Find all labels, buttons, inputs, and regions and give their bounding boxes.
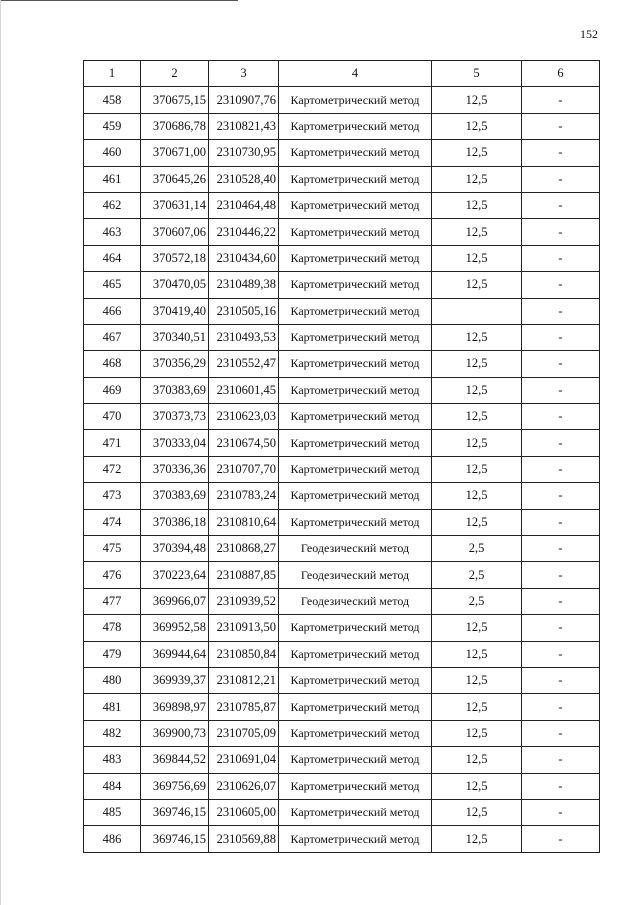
description-cell: -	[522, 430, 600, 456]
x-coordinate-cell: 370419,40	[141, 298, 209, 324]
description-cell: -	[522, 562, 600, 588]
table-row	[84, 351, 600, 377]
method-cell: Картометрический метод	[279, 456, 432, 482]
method-cell: Картометрический метод	[279, 166, 432, 192]
accuracy-cell: 12,5	[432, 166, 522, 192]
point-number-cell: 465	[84, 272, 141, 298]
description-cell: -	[522, 140, 600, 166]
description-cell: -	[522, 298, 600, 324]
table-row	[84, 404, 600, 430]
point-number-cell: 476	[84, 562, 141, 588]
y-coordinate-cell: 2310605,00	[209, 799, 279, 825]
table-row	[84, 562, 600, 588]
accuracy-cell: 2,5	[432, 588, 522, 614]
description-cell: -	[522, 351, 600, 377]
x-coordinate-cell: 370383,69	[141, 483, 209, 509]
point-number-cell: 461	[84, 166, 141, 192]
accuracy-cell: 12,5	[432, 667, 522, 693]
coordinates-table	[83, 60, 600, 853]
table-row	[84, 219, 600, 245]
method-cell: Картометрический метод	[279, 192, 432, 218]
x-coordinate-cell: 370686,78	[141, 113, 209, 139]
x-coordinate-cell: 369898,97	[141, 694, 209, 720]
accuracy-cell: 12,5	[432, 430, 522, 456]
y-coordinate-cell: 2310626,07	[209, 773, 279, 799]
header-cell-description: 6	[522, 61, 600, 87]
accuracy-cell: 12,5	[432, 140, 522, 166]
method-cell: Картометрический метод	[279, 324, 432, 350]
description-cell: -	[522, 509, 600, 535]
method-cell: Картометрический метод	[279, 483, 432, 509]
method-cell: Картометрический метод	[279, 245, 432, 271]
point-number-cell: 458	[84, 87, 141, 113]
x-coordinate-cell: 369952,58	[141, 615, 209, 641]
accuracy-cell: 12,5	[432, 799, 522, 825]
point-number-cell: 464	[84, 245, 141, 271]
description-cell: -	[522, 773, 600, 799]
table-row	[84, 456, 600, 482]
y-coordinate-cell: 2310505,16	[209, 298, 279, 324]
table-row	[84, 747, 600, 773]
description-cell: -	[522, 483, 600, 509]
y-coordinate-cell: 2310887,85	[209, 562, 279, 588]
accuracy-cell: 12,5	[432, 192, 522, 218]
accuracy-cell: 12,5	[432, 219, 522, 245]
y-coordinate-cell: 2310783,24	[209, 483, 279, 509]
table-row	[84, 113, 600, 139]
y-coordinate-cell: 2310850,84	[209, 641, 279, 667]
y-coordinate-cell: 2310569,88	[209, 826, 279, 852]
x-coordinate-cell: 370631,14	[141, 192, 209, 218]
accuracy-cell: 2,5	[432, 562, 522, 588]
x-coordinate-cell: 370607,06	[141, 219, 209, 245]
point-number-cell: 484	[84, 773, 141, 799]
accuracy-cell	[432, 298, 522, 324]
accuracy-cell: 12,5	[432, 377, 522, 403]
page-number: 152	[580, 27, 598, 41]
header-cell-method: 4	[279, 61, 432, 87]
x-coordinate-cell: 370383,69	[141, 377, 209, 403]
method-cell: Картометрический метод	[279, 509, 432, 535]
accuracy-cell: 12,5	[432, 694, 522, 720]
header-cell-x: 2	[141, 61, 209, 87]
point-number-cell: 477	[84, 588, 141, 614]
y-coordinate-cell: 2310913,50	[209, 615, 279, 641]
x-coordinate-cell: 370675,15	[141, 87, 209, 113]
table-row	[84, 87, 600, 113]
method-cell: Картометрический метод	[279, 747, 432, 773]
accuracy-cell: 12,5	[432, 483, 522, 509]
table-row	[84, 272, 600, 298]
table-row	[84, 509, 600, 535]
scan-left-edge	[0, 0, 1, 905]
y-coordinate-cell: 2310493,53	[209, 324, 279, 350]
table-row	[84, 166, 600, 192]
header-cell-y: 3	[209, 61, 279, 87]
method-cell: Картометрический метод	[279, 272, 432, 298]
x-coordinate-cell: 370394,48	[141, 536, 209, 562]
table-header-row	[84, 61, 600, 87]
description-cell: -	[522, 272, 600, 298]
table-row	[84, 483, 600, 509]
description-cell: -	[522, 245, 600, 271]
description-cell: -	[522, 641, 600, 667]
point-number-cell: 474	[84, 509, 141, 535]
point-number-cell: 472	[84, 456, 141, 482]
x-coordinate-cell: 369756,69	[141, 773, 209, 799]
description-cell: -	[522, 694, 600, 720]
point-number-cell: 475	[84, 536, 141, 562]
point-number-cell: 478	[84, 615, 141, 641]
x-coordinate-cell: 370340,51	[141, 324, 209, 350]
description-cell: -	[522, 799, 600, 825]
y-coordinate-cell: 2310810,64	[209, 509, 279, 535]
y-coordinate-cell: 2310707,70	[209, 456, 279, 482]
table-row	[84, 773, 600, 799]
x-coordinate-cell: 370572,18	[141, 245, 209, 271]
top-rule	[0, 0, 238, 1]
y-coordinate-cell: 2310939,52	[209, 588, 279, 614]
header-cell-point-number: 1	[84, 61, 141, 87]
x-coordinate-cell: 369966,07	[141, 588, 209, 614]
table-row	[84, 588, 600, 614]
accuracy-cell: 12,5	[432, 113, 522, 139]
y-coordinate-cell: 2310674,50	[209, 430, 279, 456]
x-coordinate-cell: 370223,64	[141, 562, 209, 588]
table-row	[84, 826, 600, 852]
y-coordinate-cell: 2310907,76	[209, 87, 279, 113]
y-coordinate-cell: 2310821,43	[209, 113, 279, 139]
x-coordinate-cell: 370645,26	[141, 166, 209, 192]
method-cell: Картометрический метод	[279, 404, 432, 430]
table-row	[84, 245, 600, 271]
description-cell: -	[522, 536, 600, 562]
point-number-cell: 483	[84, 747, 141, 773]
description-cell: -	[522, 404, 600, 430]
table-row	[84, 298, 600, 324]
table-row	[84, 641, 600, 667]
x-coordinate-cell: 369746,15	[141, 799, 209, 825]
point-number-cell: 482	[84, 720, 141, 746]
method-cell: Картометрический метод	[279, 87, 432, 113]
description-cell: -	[522, 720, 600, 746]
y-coordinate-cell: 2310623,03	[209, 404, 279, 430]
y-coordinate-cell: 2310434,60	[209, 245, 279, 271]
description-cell: -	[522, 377, 600, 403]
x-coordinate-cell: 370671,00	[141, 140, 209, 166]
x-coordinate-cell: 369844,52	[141, 747, 209, 773]
description-cell: -	[522, 615, 600, 641]
accuracy-cell: 12,5	[432, 509, 522, 535]
description-cell: -	[522, 667, 600, 693]
method-cell: Геодезический метод	[279, 536, 432, 562]
y-coordinate-cell: 2310705,09	[209, 720, 279, 746]
method-cell: Картометрический метод	[279, 773, 432, 799]
point-number-cell: 480	[84, 667, 141, 693]
description-cell: -	[522, 113, 600, 139]
description-cell: -	[522, 192, 600, 218]
accuracy-cell: 12,5	[432, 245, 522, 271]
accuracy-cell: 12,5	[432, 404, 522, 430]
method-cell: Картометрический метод	[279, 826, 432, 852]
method-cell: Картометрический метод	[279, 113, 432, 139]
point-number-cell: 460	[84, 140, 141, 166]
method-cell: Картометрический метод	[279, 140, 432, 166]
x-coordinate-cell: 370356,29	[141, 351, 209, 377]
method-cell: Картометрический метод	[279, 219, 432, 245]
description-cell: -	[522, 826, 600, 852]
y-coordinate-cell: 2310464,48	[209, 192, 279, 218]
point-number-cell: 485	[84, 799, 141, 825]
method-cell: Картометрический метод	[279, 667, 432, 693]
point-number-cell: 462	[84, 192, 141, 218]
accuracy-cell: 12,5	[432, 272, 522, 298]
point-number-cell: 481	[84, 694, 141, 720]
description-cell: -	[522, 219, 600, 245]
description-cell: -	[522, 588, 600, 614]
x-coordinate-cell: 369900,73	[141, 720, 209, 746]
table-row	[84, 720, 600, 746]
description-cell: -	[522, 324, 600, 350]
x-coordinate-cell: 369939,37	[141, 667, 209, 693]
method-cell: Картометрический метод	[279, 694, 432, 720]
method-cell: Геодезический метод	[279, 562, 432, 588]
accuracy-cell: 12,5	[432, 826, 522, 852]
table-row	[84, 377, 600, 403]
table-row	[84, 615, 600, 641]
method-cell: Картометрический метод	[279, 430, 432, 456]
table-row	[84, 324, 600, 350]
point-number-cell: 479	[84, 641, 141, 667]
method-cell: Картометрический метод	[279, 641, 432, 667]
point-number-cell: 459	[84, 113, 141, 139]
x-coordinate-cell: 369746,15	[141, 826, 209, 852]
accuracy-cell: 12,5	[432, 324, 522, 350]
accuracy-cell: 12,5	[432, 456, 522, 482]
accuracy-cell: 12,5	[432, 615, 522, 641]
x-coordinate-cell: 370386,18	[141, 509, 209, 535]
table-body	[84, 87, 600, 852]
point-number-cell: 486	[84, 826, 141, 852]
table-row	[84, 694, 600, 720]
method-cell: Картометрический метод	[279, 799, 432, 825]
table-row	[84, 667, 600, 693]
method-cell: Картометрический метод	[279, 351, 432, 377]
y-coordinate-cell: 2310601,45	[209, 377, 279, 403]
y-coordinate-cell: 2310691,04	[209, 747, 279, 773]
x-coordinate-cell: 370333,04	[141, 430, 209, 456]
table-row	[84, 140, 600, 166]
accuracy-cell: 12,5	[432, 351, 522, 377]
table-row	[84, 799, 600, 825]
description-cell: -	[522, 747, 600, 773]
method-cell: Геодезический метод	[279, 588, 432, 614]
point-number-cell: 473	[84, 483, 141, 509]
description-cell: -	[522, 166, 600, 192]
method-cell: Картометрический метод	[279, 298, 432, 324]
accuracy-cell: 12,5	[432, 720, 522, 746]
y-coordinate-cell: 2310868,27	[209, 536, 279, 562]
x-coordinate-cell: 370373,73	[141, 404, 209, 430]
point-number-cell: 466	[84, 298, 141, 324]
description-cell: -	[522, 87, 600, 113]
table-row	[84, 430, 600, 456]
y-coordinate-cell: 2310446,22	[209, 219, 279, 245]
x-coordinate-cell: 370336,36	[141, 456, 209, 482]
y-coordinate-cell: 2310812,21	[209, 667, 279, 693]
y-coordinate-cell: 2310489,38	[209, 272, 279, 298]
method-cell: Картометрический метод	[279, 615, 432, 641]
description-cell: -	[522, 456, 600, 482]
accuracy-cell: 12,5	[432, 773, 522, 799]
x-coordinate-cell: 370470,05	[141, 272, 209, 298]
y-coordinate-cell: 2310785,87	[209, 694, 279, 720]
y-coordinate-cell: 2310552,47	[209, 351, 279, 377]
header-cell-accuracy: 5	[432, 61, 522, 87]
point-number-cell: 463	[84, 219, 141, 245]
accuracy-cell: 12,5	[432, 87, 522, 113]
table-row	[84, 192, 600, 218]
point-number-cell: 467	[84, 324, 141, 350]
accuracy-cell: 2,5	[432, 536, 522, 562]
table-row	[84, 536, 600, 562]
y-coordinate-cell: 2310730,95	[209, 140, 279, 166]
accuracy-cell: 12,5	[432, 747, 522, 773]
point-number-cell: 468	[84, 351, 141, 377]
point-number-cell: 471	[84, 430, 141, 456]
accuracy-cell: 12,5	[432, 641, 522, 667]
point-number-cell: 469	[84, 377, 141, 403]
x-coordinate-cell: 369944,64	[141, 641, 209, 667]
point-number-cell: 470	[84, 404, 141, 430]
method-cell: Картометрический метод	[279, 720, 432, 746]
y-coordinate-cell: 2310528,40	[209, 166, 279, 192]
method-cell: Картометрический метод	[279, 377, 432, 403]
